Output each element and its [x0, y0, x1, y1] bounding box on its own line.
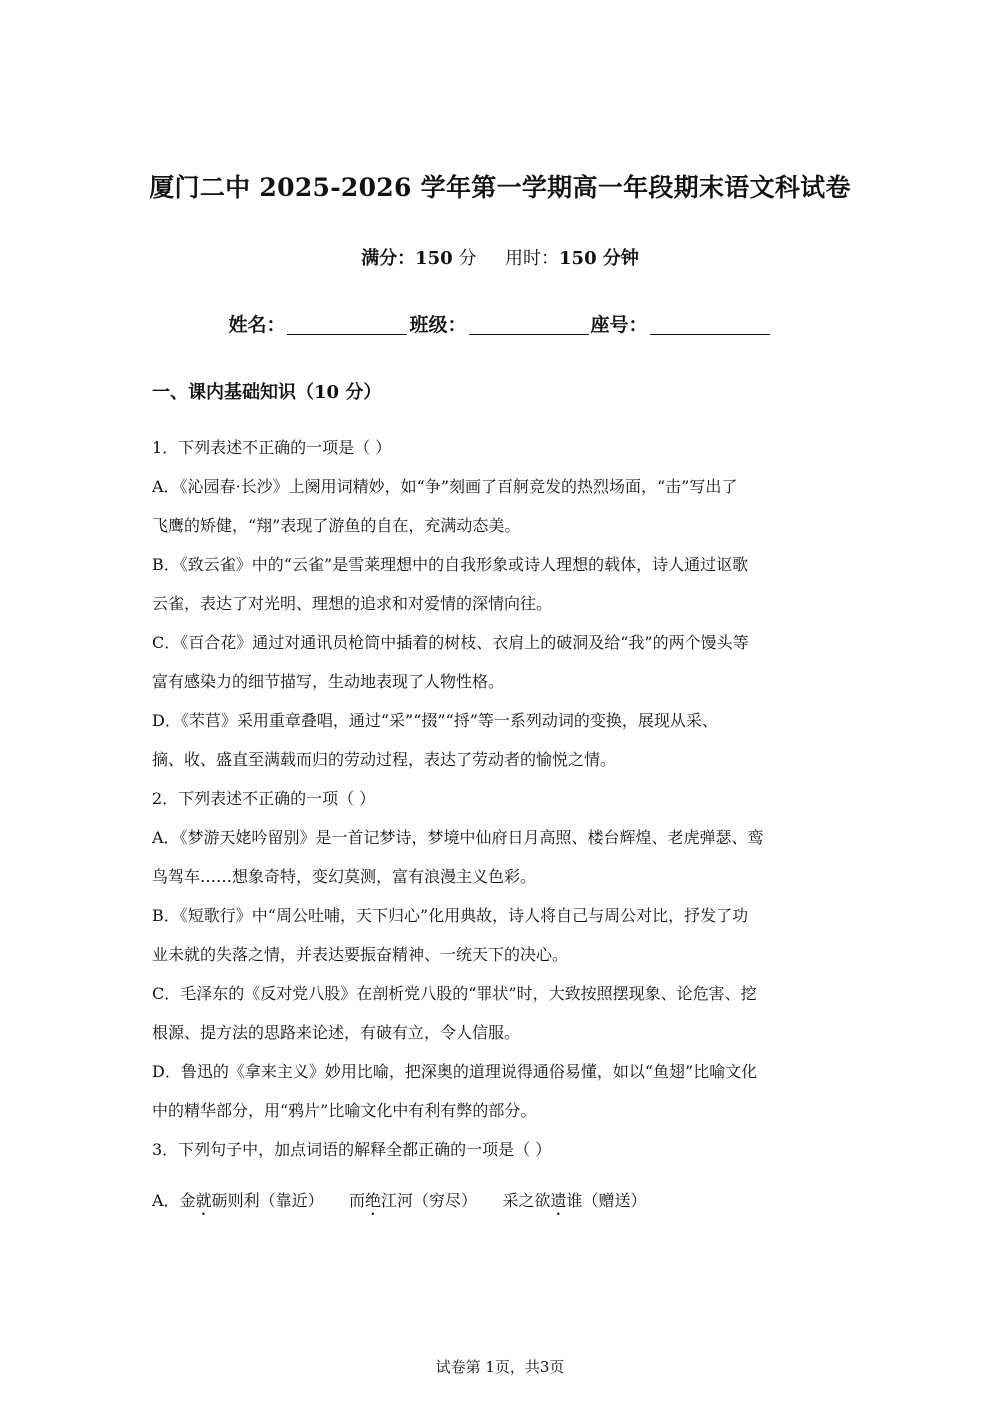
q2-option-b-line2: 业未就的失落之情，并表达要振奋精神、一统天下的决心。 [152, 945, 569, 964]
q2-option-d-line1: D．鲁迅的《拿来主义》妙用比喻，把深奥的道理说得通俗易懂，如以“鱼翅”比喻文化 [152, 1062, 758, 1081]
exam-title: 厦门二中 2025-2026 学年第一学期高一年段期末语文科试卷 [149, 173, 851, 202]
time-unit: 分钟 [596, 248, 639, 269]
section-1-title: 一、课内基础知识（10 分） [152, 382, 382, 403]
time-value: 150 [559, 248, 597, 269]
class-label: 班级： [409, 314, 467, 336]
exam-meta [0, 244, 1000, 270]
q1-option-b-line2: 云雀，表达了对光明、理想的追求和对爱情的深情向往。 [152, 594, 553, 613]
q3-a-dotted-word-3: 遗 [550, 1191, 567, 1210]
class-blank[interactable] [469, 314, 589, 335]
q1-stem: 1．下列表述不正确的一项是（ ） [152, 438, 392, 457]
q2-option-b-line1: B．《短歌行》中“周公吐哺，天下归心”化用典故，诗人将自己与周公对比，抒发了功 [152, 906, 749, 925]
score-value: 150 [415, 248, 453, 269]
q1-option-b-line1: B．《致云雀》中的“云雀”是雪莱理想中的自我形象或诗人理想的载体，诗人通过讴歌 [152, 555, 749, 574]
score-unit: 分 [452, 248, 477, 269]
q3-a-text-3: 谁（赠送） [566, 1191, 647, 1210]
q1-option-a-line2: 飞鹰的矫健，“翔”表现了游鱼的自在，充满动态美。 [152, 516, 521, 535]
seat-blank[interactable] [650, 314, 770, 335]
q2-option-c-line1: C．毛泽东的《反对党八股》在剖析党八股的“罪状”时，大致按照摆现象、论危害、挖 [152, 984, 757, 1003]
q3-a-prefix: A．金 [152, 1191, 196, 1210]
time-label: 用时： [505, 248, 560, 269]
q1-option-d-line2: 摘、收、盛直至满载而归的劳动过程，表达了劳动者的愉悦之情。 [152, 750, 617, 769]
student-info-row [0, 310, 1000, 337]
q3-a-text-1: 砺则利（靠近） 而 [211, 1191, 366, 1210]
q2-stem: 2．下列表述不正确的一项（ ） [152, 789, 376, 808]
q1-option-c-line2: 富有感染力的细节描写，生动地表现了人物性格。 [152, 672, 505, 691]
q2-option-d-line2: 中的精华部分，用“鸦片”比喻文化中有利有弊的部分。 [152, 1101, 537, 1120]
q1-option-a-line1: A．《沁园春·长沙》上阕用词精妙，如“争”刻画了百舸竞发的热烈场面，“击”写出了 [152, 477, 738, 496]
q3-a-dotted-word-1: 就 [195, 1191, 212, 1210]
q2-option-c-line2: 根源、提方法的思路来论述，有破有立，令人信服。 [152, 1023, 521, 1042]
questions [152, 428, 852, 1220]
page-footer: 试卷第 1页，共3页 [435, 1358, 565, 1376]
score-label: 满分： [361, 248, 416, 269]
q1-option-c-line1: C．《百合花》通过对通讯员枪筒中插着的树枝、衣肩上的破洞及给“我”的两个馒头等 [152, 633, 749, 652]
name-label: 姓名： [228, 314, 286, 336]
q1-option-d-line1: D．《芣苢》采用重章叠唱，通过“采”“掇”“捋”等一系列动词的变换，展现从采、 [152, 711, 718, 730]
q3-option-a [152, 1181, 852, 1220]
name-blank[interactable] [287, 314, 407, 335]
q2-option-a-line2: 鸟驾车……想象奇特，变幻莫测，富有浪漫主义色彩。 [152, 867, 537, 886]
q3-a-dotted-word-2: 绝 [365, 1191, 382, 1210]
seat-label: 座号： [590, 314, 648, 336]
q3-a-text-2: 江河（穷尽） 采之欲 [381, 1191, 551, 1210]
q2-option-a-line1: A．《梦游天姥吟留别》是一首记梦诗，梦境中仙府日月高照、楼台辉煌、老虎弹瑟、鸾 [152, 828, 764, 847]
q3-stem: 3．下列句子中，加点词语的解释全都正确的一项是（ ） [152, 1140, 552, 1159]
